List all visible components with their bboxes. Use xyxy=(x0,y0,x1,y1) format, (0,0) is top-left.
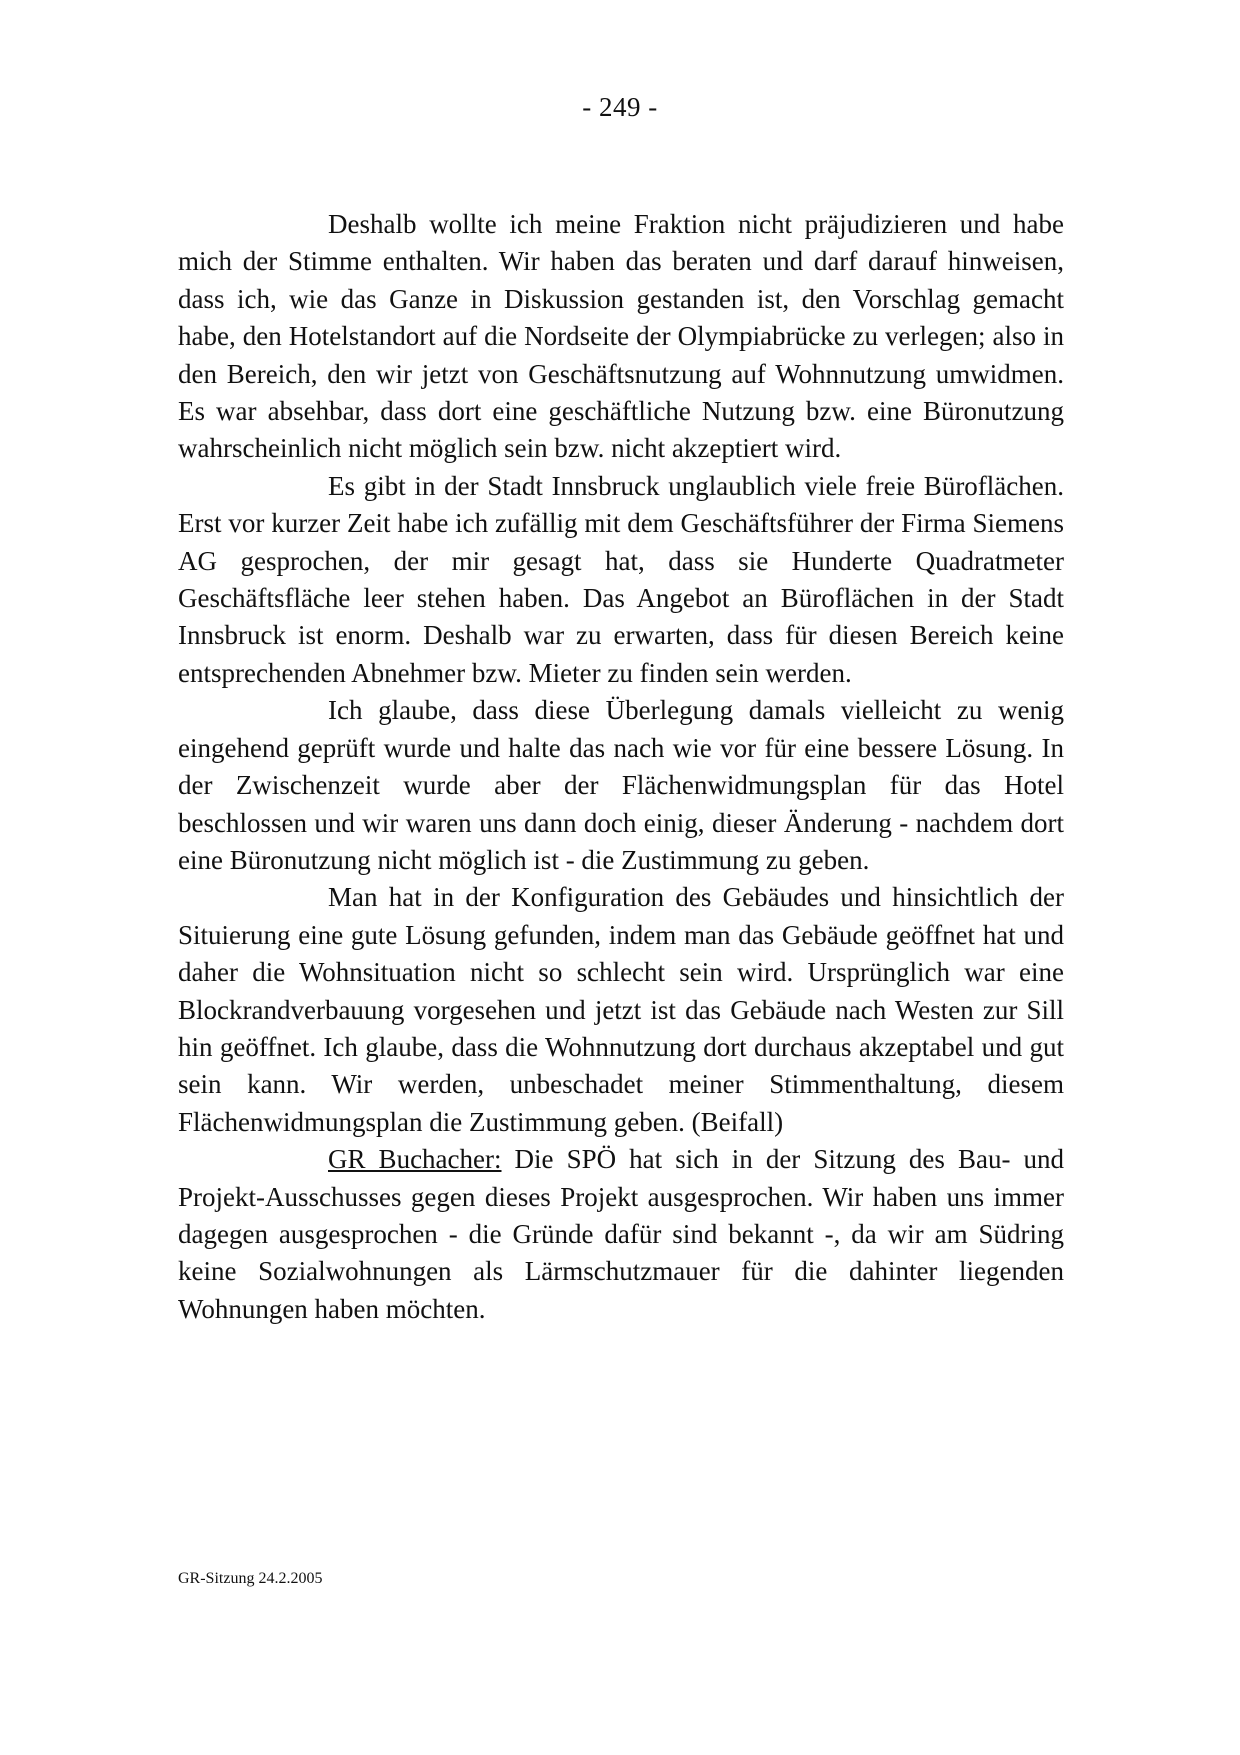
paragraph: Man hat in der Konfiguration des Gebäudes und hinsichtlich der Situierung eine gute Lösung gefunden, indem man das Gebäude geöffnet hat und daher die Wohnsituation nicht so schlecht sein wird. Ursprünglich war eine Blockrandverbauung vorgesehen und jetzt ist das Gebäude nach Westen zur Sill hin geöffnet. Ich glaube, dass die Wohnnutzung dort durchaus akzeptabel und gut sein kann. Wir werden, unbeschadet meiner Stimmenthaltung, diesem Flächenwidmungsplan die Zustimmung geben. (Beifall) xyxy=(178,882,1064,1137)
paragraph: Deshalb wollte ich meine Fraktion nicht präjudizieren und habe mich der Stimme enthalten. Wir haben das beraten und darf darauf hinweisen, dass ich, wie das Ganze in Diskussion gestanden ist, den Vorschlag gemacht habe, den Hotelstandort auf die Nordseite der Olympiabrücke zu verlegen; also in den Bereich, den wir jetzt von Geschäftsnutzung auf Wohnnutzung umwidmen. Es war absehbar, dass dort eine geschäftliche Nutzung bzw. eine Büronutzung wahrscheinlich nicht möglich sein bzw. nicht akzeptiert wird. xyxy=(178,209,1064,464)
speech-paragraph xyxy=(178,1141,1064,1328)
document-body xyxy=(178,206,1064,1328)
page-number: - 249 - xyxy=(582,92,658,122)
paragraph: Es gibt in der Stadt Innsbruck unglaublich viele freie Büroflächen. Erst vor kurzer Zeit habe ich zufällig mit dem Geschäftsführer der Firma Siemens AG gesprochen, der mir gesagt hat, dass sie Hunderte Quadratmeter Geschäftsfläche leer stehen haben. Das Angebot an Büroflächen in der Stadt Innsbruck ist enorm. Deshalb war zu erwarten, dass für diesen Bereich keine entsprechenden Abnehmer bzw. Mieter zu finden sein werden. xyxy=(178,470,1064,688)
footer: GR-Sitzung 24.2.2005 xyxy=(178,1570,323,1587)
paragraph: Ich glaube, dass diese Überlegung damals vielleicht zu wenig eingehend geprüft wurde und halte das nach wie vor für eine bessere Lösung. In der Zwischenzeit wurde aber der Flächenwidmungsplan für das Hotel beschlossen und wir waren uns dann doch einig, dieser Änderung - nachdem dort eine Büronutzung nicht möglich ist - die Zustimmung zu geben. xyxy=(178,695,1064,875)
speech-text: Die SPÖ hat sich in der Sitzung des Bau- und Projekt-Ausschusses gegen dieses Projekt ausgesprochen. Wir haben uns immer dagegen ausgesprochen - die Gründe dafür sind bekannt -, da wir am Südring keine Sozialwohnungen als Lärmschutzmauer für die dahinter liegenden Wohnungen haben möchten. xyxy=(178,1144,1064,1324)
speaker-name: GR Buchacher: xyxy=(328,1144,502,1175)
